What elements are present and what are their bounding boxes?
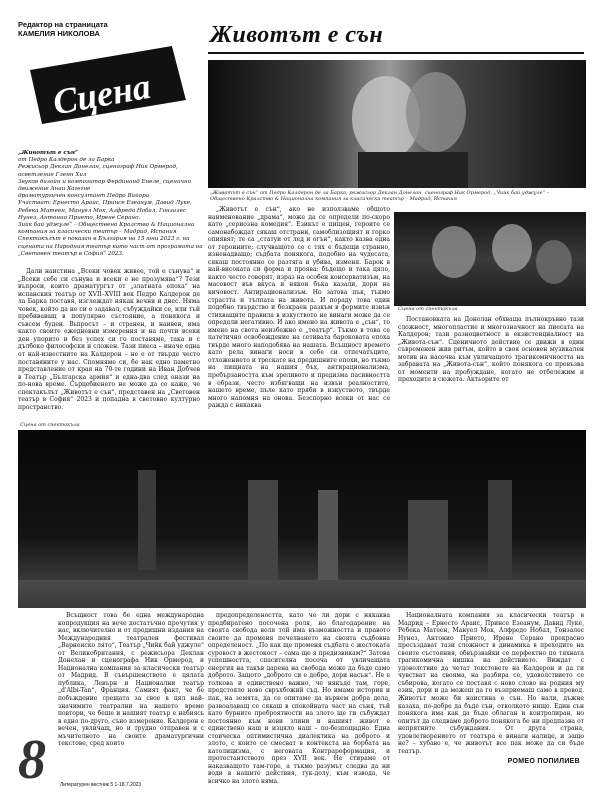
- paragraph: „Животът е сън“, ако не използваме общото наименование „драма“, може да се определи по-скоро като „сериозна комедия“. Езикът е пищен, героите се самонабождат сякаш отстрани, самоблизощият и горко опиявят; те са „статуи от лед и огън“, както казва една от героините; случващото се с тях е бъдещи странно, изненадващо; съдбата понякога, подобно на чудесата, сякаш постоянно се разтяга и убива, изменя. Барок в най-високата си форма и проява: бъдещо и така цяло, както често говорят, израз на особен консерватизъм, на масовост във вкуса и някои бъка казали, дори на кичовост. Антирационализъм. Но затова пък, тъкмо страстта и тълпата на живота. И пораду това един подобно твърдство и безкраен разкъм в формите извън стихващите правила в изкуството не винаги може да се определи негативно. И ако имено на живота е „сън“, то имено на света неизбежно е „театър“. Тъкмо в това се патетично освобождение на сетивата бароковата епоха твърде много наподобява на нашата. Всъщност времето като рела винаги носи в себе си отпечатъците, отложението и трескате на предишните епохи, но тъкмо на пищната на нашия бъх, антирационализма, пребързаността към зреливото и предизма пасивността в образи, често избягващи на извън реалностите, нашето време, пъле като пряби в изкуството, твърде много напомня на онова. Безспорно всеки от нас се ражда с някаква: [208, 206, 390, 410]
- page-editor-credit: [18, 20, 208, 38]
- credits-title: „Животът е сън“: [18, 150, 79, 156]
- credits-text: от Педро Калдерон де ла Барка Режисьор Деклан Донелан, сценограф Ник Ормерод, осветление Гленн Хил Звуков дизайн и композитор Фердинанд Енеле, сценично движение Анаи Хагегне драматургичен консултант Педро Вийора Участват: Ернесто Араис, Принсе Езеанум, Давид Луке, Ребека Матеен, Мануел Мок, Алфредо Нобал, Гонзалес Нунез, Антонио Прието, Ирене Серано. Зийк бай уджуле“ – Обществено Кралство & Национална компания за класически театър – Мадрид, Испания Спектакълът е показан в България на 15 юни 2023 г. на сцената на Народния театър като част от програмата на „Световен театър в София“ 2023.: [18, 157, 203, 257]
- article-column-bottom-mid: [208, 612, 390, 786]
- editor-role: Редактор на страницата: [18, 20, 108, 29]
- article-column-mid-top: [208, 206, 390, 410]
- article-column-left-top: [18, 268, 200, 411]
- page-number: 8: [18, 729, 46, 791]
- caption-top-photo: „Животът е сън“ от Педро Калдерон де ла Барка, режисьор Деклан Донелан, сценограф Ник Ормерод, „Чийк бай уджуле“ – Обществено Кралство & Национална компания за класически театър – Мадрид, Испания: [210, 190, 550, 203]
- photo-top-kiss-scene: [208, 60, 586, 188]
- section-logo: [22, 40, 192, 128]
- caption-wide-photo: Сцена от спектакъла: [20, 422, 80, 428]
- logo-text: Сцена: [49, 65, 154, 123]
- paragraph: Националната компания за класически театър в Мадрид – Ернесто Араис, Принсе Езеанум, Давид Луке, Ребека Матеен, Мануел Мок, Алфредо Нобал, Гонзалес Нунез, Антонио Прието, Ирене Серано прекрасно пресъздават тази сложност в динамика в преходите на своите състояния, обвързвайки се перфектно по тяхната трагикомична нишка на действието. Виждат с удоволствие да четат текстовете на Калдерон и да ги чувстват на свояма, на разбира се, удоволствието се събирова, когато се поставя с ново слово на родния му език, дори и да можеш да го възприемаш само в превод. Животът може би наистина е сън. Но нали, дъжне казаха, по-добре да бъде сън, отколкото нищо. Един сън понякога има как да бъде облаган и контролиран, но опитът да следваме доброто понякога бе ни предпазва от непрятните събуждания. От друга страна, удовлетворението от театъра е винаги налице, и защо не? – хубаво е, че животът все пак може да си бъде театър.: [398, 612, 584, 755]
- photo-wide-stage-scene: [18, 430, 586, 608]
- paragraph: Постановката на Донелан обхваща пълнокръвно тази сложност, многопластие и многозначност на пиесата на Калдерон; тази разноцветност и екзистенциалност на „Живота-сън“. Сценичното действие се движи в един съвременен жив ритъм, който в своя основен музикален мотив на насочва към увличащото трагикомичността на забравата на „Живота-сън“, който понякога се превъзва от моменти на пробуждане, когато не отбележим и преходите в сюжета. Актьорите от: [398, 316, 584, 384]
- article-column-bottom-left: [58, 612, 204, 748]
- article-column-bottom-right: [398, 612, 584, 755]
- photo-top-figures: [208, 60, 586, 188]
- caption-right-photo: Сцена от спектакъла: [398, 306, 458, 312]
- issue-info: Литературен вестник 5 1-18.7.2023: [60, 782, 142, 788]
- photo-wide-figures: [18, 430, 586, 608]
- headline-rule: [208, 52, 584, 54]
- paragraph: Дали наистина „Всеки човек живее, той е сънува“ и „Всеки себе си сънува и всеки е не прозумява“? Тези въпроси, които драматургът от „златната епоха“ на испанския театър от XVII–XVIII век Педро Калдерон де ла Барка поставя, изглеждат някак вечни и днес. Няма човек, който да не си е задавал, събуждайки се, или тъй пребиваващ в популярно състояние, а понякога и съвсем буден. Вьпросът – и странен, и наивен, има както своите ежедневни измерения и на почти всеки ден упорито и без успех си го поставяме, така и с дълбоко философски и сложен. Тази пиеса – иначе една от най-известните на Калдерон – не е от твърде често поставяните у нас. Спомняме си, бе нак едно паметно представление от края на 70-те години на Иван Добчев в Театър „Българска армия“ и една-два след онази на по-нова време. Сърцебиенето не може да се каже, че спектакълът „Животът е сън“, представен на „Световен театър в София“ 2023 и попадна в световно културно пространство.: [18, 268, 200, 411]
- paragraph: Всъщност това бе една международна копродукция на вече достатъчно прочутия у нас, включително и от предишни издания на Международния театрален фестивал „Варненско лято“, Театър „Чийк бай уджуле“ от Великобритания, с режисьора Деклан Донелан и сценографа Ник Ормерод, и Национална компания за класически театър от Мадрид. В съвършенството е цялата публика, Левърн и Национални театър „d'Albi-Tan“, Франция. Самият факт, че бе побъждение срещата за свое в цял най-значимите театрални на нашето време повтори, че беше и нашият театър е набиясь в едно по-друго, съно измерение. Калдерон е вечен, увличащ, но и трудно отправен и с мъчителното на своите драматургични текстове, сред които: [58, 612, 204, 748]
- photo-right-figures: [394, 212, 586, 306]
- production-credits: [18, 150, 204, 258]
- photo-right-group-scene: [394, 212, 586, 306]
- article-column-right-top: [398, 316, 584, 384]
- paragraph: предопределеността, като че ли дори с някаква предбиратено посочена роля, но благодарение на своята свобода воля той има възможността и правото своите да променя печелването на своята съдбовна определеност. „По как ще променя съдбата с жестоката суровост в жестокост – сама ще я предизвикам?“ Затова успешността, спасителна посоча от увличащата енергия на такъв дарена на свобода може да бъде само доброто. Защото „доброто си е добро, дори насън“. Не е толкова и единствено важно, че някъде там, горе, предстояло ново свръхбожий съд. Но имаме история и пак, на земята, да се опитаме да върнем добра дела, развоалаващ се сякаш в спокойната част на съня, тъй като бурните преброятности на злото ще ги събуждат постоянно към нови злини и нашият живот е единствено наш и изцяло наш – по-безпощадно. Една стоическа оптимистична диалектика на доброто и злото, с които се смесват в контекста на борбата на католицизма, с неговата Контрареформация, и протестантството през XVII век. Не стираме от наказващото там-горе, а тъкмо разумът следва да ни води в нашите действия, тук-долу, към извода, че всичко на злото няма.: [208, 612, 390, 786]
- editor-name: КАМЕЛИЯ НИКОЛОВА: [18, 29, 100, 38]
- article-author: РОМЕО ПОПИЛИЕВ: [507, 758, 580, 765]
- article-headline: Животът е сън: [210, 22, 384, 48]
